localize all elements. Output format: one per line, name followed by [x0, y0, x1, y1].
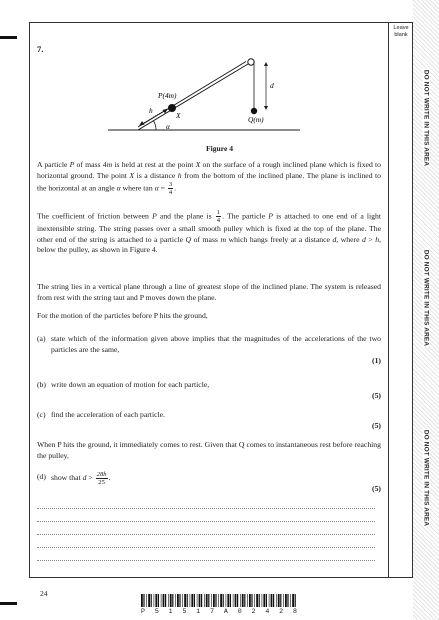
barcode-bar: [266, 594, 267, 607]
barcode-bar: [247, 594, 248, 607]
barcode-bar: [251, 594, 252, 607]
answer-line[interactable]: [37, 560, 375, 561]
motion-intro: For the motion of the particles before P hits the ground,: [37, 311, 208, 320]
marks-c: (5): [372, 421, 381, 430]
label-h: h: [149, 106, 153, 115]
barcode-bar: [146, 594, 147, 607]
barcode-char: 2: [279, 608, 284, 615]
answer-line[interactable]: [37, 547, 375, 548]
part-c: (c) find the acceleration of each particle. (5): [37, 410, 381, 430]
d-arrow-top: [264, 62, 268, 66]
barcode-bar: [161, 594, 162, 607]
barcode-bar: [177, 594, 179, 607]
answer-line[interactable]: [37, 534, 375, 535]
barcode-char: P: [141, 608, 145, 615]
barcode-char: 2: [251, 608, 256, 615]
barcode-bar: [235, 594, 237, 607]
barcode-bar: [218, 594, 219, 607]
barcode-bar: [259, 594, 260, 607]
barcode-bar: [240, 594, 241, 607]
barcode-bar: [163, 594, 165, 607]
figure-caption: Figure 4: [205, 144, 234, 153]
leave-blank-column: [389, 22, 413, 578]
barcode-bar: [249, 594, 251, 607]
figure-4-diagram: [100, 54, 320, 138]
barcode-bar: [295, 594, 296, 607]
marks-d: (5): [372, 484, 381, 493]
barcode-bar: [168, 594, 169, 607]
barcode-char: 5: [182, 608, 187, 615]
part-a: (a) state which of the information given above implies that the magnitudes of the accelerations of the two particles are the same, (1): [37, 334, 381, 365]
intro-paragraph-1: A particle P of mass 4m is held at rest at the point X on the surface of a rough inclined plane which is fixed to horizontal ground. The point X is a distance h from the bottom of the inclined plane. The plane is inclined to the horizontal at an angle α where tan α = $\frac{3}{4}$ .: [37, 160, 382, 197]
incline-lower: [138, 64, 248, 130]
barcode-bar: [151, 594, 152, 607]
barcode-bar: [223, 594, 224, 607]
barcode-char: 4: [265, 608, 270, 615]
particle-q: [251, 108, 257, 114]
barcode-bar: [278, 594, 280, 607]
h-arrow-bottom: [139, 121, 145, 126]
barcode-bar: [172, 594, 173, 607]
part-d: (d) show that d > $\frac{28h}{25}$ . (5): [37, 470, 381, 493]
label-alpha: α: [166, 122, 170, 131]
barcode-bar: [285, 594, 287, 607]
leave-blank-label: Leave blank: [393, 25, 409, 38]
incline-upper: [138, 62, 246, 128]
registration-mark-top: [0, 36, 17, 39]
barcode-bar: [215, 594, 216, 607]
marks-b: (5): [372, 391, 381, 400]
barcode-char: 7: [210, 608, 215, 615]
barcode-text: [141, 608, 297, 615]
barcode-bar: [190, 594, 191, 607]
barcode-bar: [184, 594, 186, 607]
barcode-bar: [201, 594, 202, 607]
barcode-bar: [141, 594, 143, 607]
barcode-bar: [292, 594, 294, 607]
d-fraction: $\frac{28h}{25}$: [96, 470, 107, 486]
barcode-bar: [220, 594, 222, 607]
barcode-char: 1: [196, 608, 201, 615]
barcode-char: 1: [168, 608, 173, 615]
part-b: (b) write down an equation of motion for each particle, (5): [37, 380, 381, 400]
answer-line[interactable]: [37, 521, 375, 522]
barcode-bar: [263, 594, 265, 607]
barcode-bar: [256, 594, 258, 607]
question-number: 7.: [37, 44, 44, 54]
barcode: [141, 594, 297, 608]
marks-a: (1): [372, 356, 381, 365]
barcode-bar: [254, 594, 255, 607]
page-number: 24: [40, 589, 48, 598]
barcode-bar: [143, 594, 144, 607]
barcode-bar: [179, 594, 180, 607]
tan-fraction: $\frac{3}{4}$: [168, 181, 173, 197]
barcode-bar: [170, 594, 172, 607]
barcode-bar: [148, 594, 150, 607]
registration-mark-bottom: [0, 602, 17, 605]
angle-arc: [154, 121, 157, 130]
barcode-bar: [182, 594, 183, 607]
barcode-bar: [269, 594, 270, 607]
barcode-bar: [197, 594, 198, 607]
label-p: P(4m): [158, 91, 177, 100]
barcode-bar: [208, 594, 209, 607]
barcode-bar: [287, 594, 288, 607]
barcode-bar: [211, 594, 212, 607]
barcode-bar: [213, 594, 215, 607]
barcode-bar: [191, 594, 193, 607]
barcode-bar: [199, 594, 201, 607]
barcode-char: 0: [237, 608, 242, 615]
intro-paragraph-2: The coefficient of friction between P and the plane is $\frac{1}{4}$ . The particle P is attached to one end of a light inextensible string. The string passes over a small smooth pulley which is fixed at the top of the plane. The other end of the string is attached to a particle Q of mass m which hangs freely at a distance d, where d > h, below the pulley, as shown in Figure 4.: [37, 209, 382, 255]
barcode-bar: [237, 594, 238, 607]
pulley: [248, 59, 254, 65]
barcode-bar: [280, 594, 281, 607]
barcode-bar: [276, 594, 277, 607]
barcode-bar: [206, 594, 208, 607]
barcode-char: A: [223, 608, 228, 615]
barcode-bar: [194, 594, 195, 607]
mu-fraction: $\frac{1}{4}$: [216, 209, 221, 224]
label-x: X: [176, 111, 181, 120]
barcode-bar: [154, 594, 155, 607]
particle-p: [168, 104, 176, 112]
d-arrow-bottom: [264, 106, 268, 110]
barcode-bar: [290, 594, 291, 607]
barcode-bar: [226, 594, 227, 607]
barcode-bar: [230, 594, 231, 607]
barcode-char: 5: [154, 608, 159, 615]
barcode-bar: [273, 594, 274, 607]
barcode-bar: [271, 594, 273, 607]
barcode-bar: [158, 594, 159, 607]
answer-line[interactable]: [37, 508, 375, 509]
barcode-bar: [244, 594, 245, 607]
barcode-bar: [155, 594, 157, 607]
barcode-bar: [233, 594, 234, 607]
barcode-bar: [175, 594, 176, 607]
barcode-bar: [204, 594, 205, 607]
barcode-bar: [165, 594, 166, 607]
rest-paragraph: When P hits the ground, it immediately comes to rest. Given that Q comes to instantaneous rest before reaching the pulley,: [37, 440, 381, 460]
barcode-bar: [262, 594, 263, 607]
barcode-char: 8: [292, 608, 297, 615]
barcode-bar: [242, 594, 244, 607]
label-d: d: [270, 81, 274, 90]
barcode-bar: [227, 594, 229, 607]
system-paragraph: The string lies in a vertical plane through a line of greatest slope of the inclined plane. The system is released from rest with the string taut and P moves down the plane.: [37, 282, 381, 302]
h-dimension-line: [140, 109, 167, 125]
barcode-bar: [187, 594, 188, 607]
label-q: Q(m): [248, 115, 264, 124]
barcode-bar: [283, 594, 284, 607]
